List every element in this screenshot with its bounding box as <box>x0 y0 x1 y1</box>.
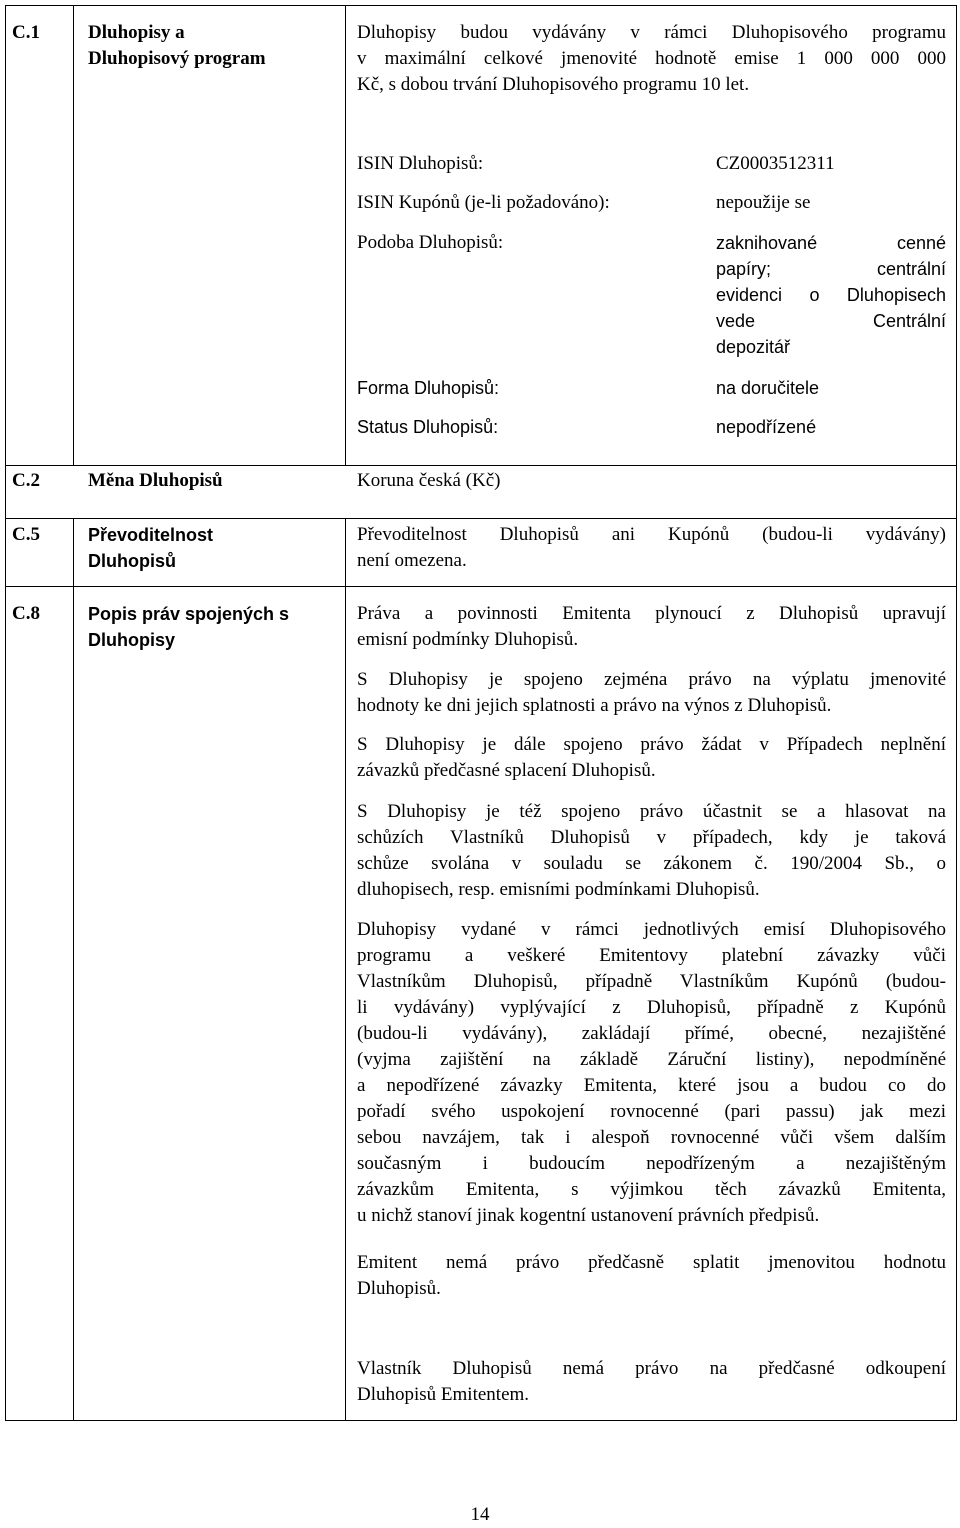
c8-paragraph-4: S Dluhopisy je též spojeno právo účastnit se a hlasovat na schůzích Vlastníků Dluhopisů v případech, kdy je taková schůze svolána v souladu se zákonem č. 190/2004 Sb., o dluhopisech, resp. emisními podmínkami Dluhopisů. <box>357 801 946 900</box>
c8-paragraph-5: Dluhopisy vydané v rámci jednotlivých emisí Dluhopisového programu a veškeré Emitentovy platební závazky vůči Vlastníkům Dluhopisů, případně Vlastníkům Kupónů (budou- li vydávány) vyplývající z Dluhopisů, případně z Kupónů (budou-li vydávány), zakládají přímé, obecné, nezajištěné (vyjma zajištění na základě Záruční listiny), nepodmíněné a nepodřízené závazky Emitenta, které jsou a budou co do pořadí svého uspokojení rovnocenné (pari passu) jak mezi sebou navzájem, tak i alespoň rovnocenné vůči všem dalším současným i budoucím nepodřízeným a nezajištěným závazkům Emitenta, s výjimkou těch závazků Emitenta, u nichž stanoví jinak kogentní ustanovení právních předpisů. <box>357 919 946 1226</box>
c2-value: Koruna česká (Kč) <box>357 470 501 491</box>
row-divider-c2 <box>5 518 957 519</box>
c5-description: Převoditelnost Dluhopisů ani Kupónů (budou-li vydávány) není omezena. <box>357 524 946 571</box>
c8-paragraph-6: Emitent nemá právo předčasně splatit jmenovitou hodnotu Dluhopisů. <box>357 1252 946 1299</box>
row-id-c8: C.8 <box>12 603 40 624</box>
row-title-c1-line1: Dluhopisy a <box>88 22 185 43</box>
field-value-status: nepodřízené <box>716 417 817 437</box>
field-label-podoba: Podoba Dluhopisů: <box>357 232 504 253</box>
row-title-c8-line2: Dluhopisy <box>88 630 176 650</box>
row-title-c8-line1: Popis práv spojených s <box>88 604 290 624</box>
field-label-status: Status Dluhopisů: <box>357 417 499 437</box>
row-title-c5-line2: Dluhopisů <box>88 551 176 571</box>
col-divider-2-lower <box>345 518 346 1421</box>
c8-paragraph-7: Vlastník Dluhopisů nemá právo na předčasné odkoupení Dluhopisů Emitentem. <box>357 1358 946 1405</box>
c8-paragraph-1: Práva a povinnosti Emitenta plynoucí z Dluhopisů upravují emisní podmínky Dluhopisů. <box>357 603 946 650</box>
row-id-c5: C.5 <box>12 524 40 545</box>
field-label-isin: ISIN Dluhopisů: <box>357 153 484 174</box>
col-divider-2 <box>345 5 346 465</box>
field-label-isin-kupon: ISIN Kupónů (je-li požadováno): <box>357 192 610 213</box>
c8-paragraph-2: S Dluhopisy je spojeno zejména právo na výplatu jmenovité hodnoty ke dni jejich splatnosti a právo na výnos z Dluhopisů. <box>357 669 946 716</box>
row-id-c2: C.2 <box>12 470 40 491</box>
col-divider-1 <box>73 5 74 465</box>
field-label-forma: Forma Dluhopisů: <box>357 378 500 398</box>
col-divider-1-lower <box>73 518 74 1421</box>
c8-paragraph-3: S Dluhopisy je dále spojeno právo žádat v Případech neplnění závazků předčasné splacení Dluhopisů. <box>357 734 946 781</box>
field-value-forma: na doručitele <box>716 378 820 398</box>
row-divider-c5 <box>5 586 957 587</box>
field-value-isin: CZ0003512311 <box>716 153 835 174</box>
row-divider-c1 <box>5 465 957 466</box>
row-title-c1-line2: Dluhopisový program <box>88 48 266 69</box>
row-id-c1: C.1 <box>12 22 40 43</box>
field-value-podoba: zaknihované cenné papíry; centrální evidenci o Dluhopisech vede Centrální depozitář <box>716 233 946 357</box>
c1-description: Dluhopisy budou vydávány v rámci Dluhopisového programu v maximální celkové jmenovité hodnotě emise 1 000 000 000 Kč, s dobou trvání Dluhopisového programu 10 let. <box>357 22 946 95</box>
row-title-c5-line1: Převoditelnost <box>88 525 214 545</box>
page-number: 14 <box>470 1504 490 1525</box>
field-value-isin-kupon: nepoužije se <box>716 192 811 213</box>
row-title-c2: Měna Dluhopisů <box>88 470 223 491</box>
